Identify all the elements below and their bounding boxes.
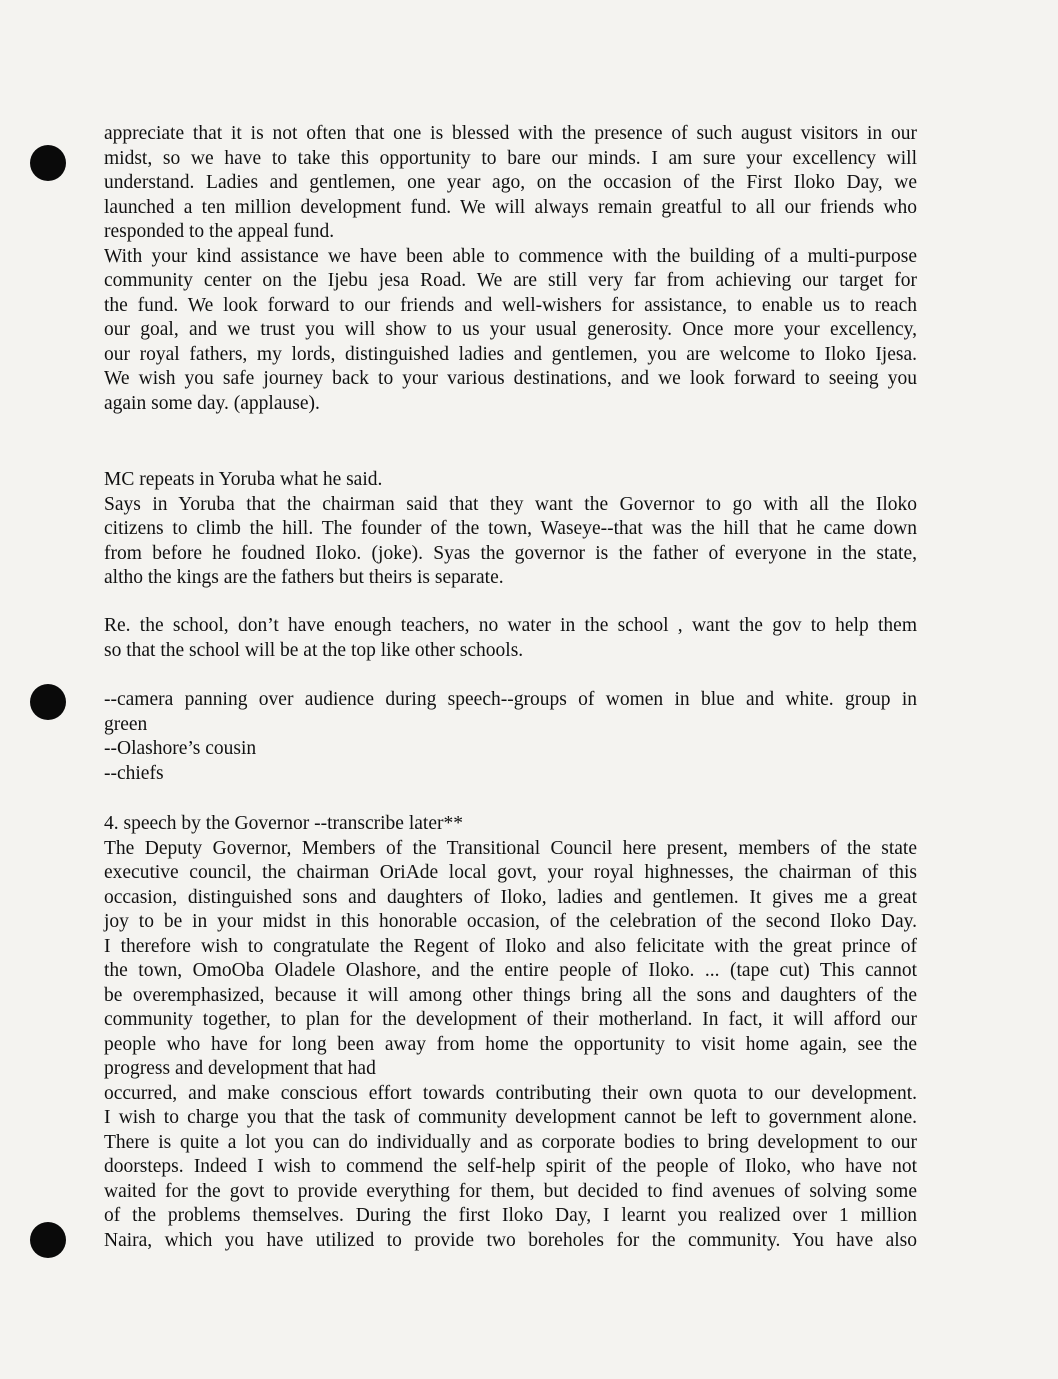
opening-address-paragraph [104, 122, 917, 416]
binder-hole-middle-icon [30, 684, 66, 720]
text-line: Says in Yoruba that the chairman said that they want the Governor to go with all the Iloko [104, 493, 917, 515]
text-line: altho the kings are the fathers but theirs is separate. [104, 567, 504, 588]
text-line: appreciate that it is not often that one is blessed with the presence of such august visitors in our [104, 123, 917, 144]
text-line: With your kind assistance we have been able to commence with the building of a multi-purpose [104, 245, 917, 267]
text-line: launched a ten million development fund. We will always remain greatful to all our friends who [104, 196, 917, 218]
text-line: from before he foudned Iloko. (joke). Syas the governor is the father of everyone in the state, [104, 542, 917, 564]
text-line: our goal, and we trust you will show to us your usual generosity. Once more your excellency, [104, 319, 917, 340]
text-line: I wish to charge you that the task of community development cannot be left to government alone. [104, 1107, 917, 1128]
text-line: of the problems themselves. During the first Iloko Day, I learnt you realized over 1 million [104, 1205, 917, 1226]
camera-notes-list [104, 688, 917, 786]
text-line: responded to the appeal fund. [104, 221, 335, 242]
text-line: The Deputy Governor, Members of the Transitional Council here present, members of the state [104, 837, 917, 859]
text-line: Re. the school, don’t have enough teachers, no water in the school , want the gov to help them [104, 615, 917, 636]
text-line: our royal fathers, my lords, distinguished ladies and gentlemen, you are welcome to Iloko Ijesa. [104, 343, 917, 365]
text-line: MC repeats in Yoruba what he said. [104, 469, 383, 490]
text-line: --chiefs [104, 762, 164, 784]
text-line: citizens to climb the hill. The founder of the town, Waseye--that was the hill that he came down [104, 518, 917, 539]
text-line: Naira, which you have utilized to provide two boreholes for the community. You have also [104, 1229, 917, 1251]
text-line: green [104, 713, 148, 735]
text-line: executive council, the chairman OriAde local govt, your royal highnesses, the chairman of this [104, 862, 917, 883]
governor-speech-paragraph [104, 812, 917, 1253]
text-line: people who have for long been away from home the opportunity to visit home again, see the [104, 1033, 917, 1055]
text-line: again some day. (applause). [104, 392, 320, 414]
text-line: so that the school will be at the top like other schools. [104, 639, 524, 661]
text-line: occurred, and make conscious effort towards contributing their own quota to our development. [104, 1082, 917, 1104]
text-line: the fund. We look forward to our friends and well-wishers for assistance, to enable us to reach [104, 294, 917, 316]
text-line: understand. Ladies and gentlemen, one year ago, on the occasion of the First Iloko Day, we [104, 172, 917, 193]
text-line: progress and development that had [104, 1058, 376, 1079]
text-line: waited for the govt to provide everything for them, but decided to find avenues of solving some [104, 1180, 917, 1202]
school-request-paragraph [104, 614, 917, 663]
binder-hole-top-icon [30, 145, 66, 181]
text-line: occasion, distinguished sons and daughters of Iloko, ladies and gentlemen. It gives me a great [104, 886, 917, 908]
text-line: the town, OmoOba Oladele Olashore, and the entire people of Iloko. ... (tape cut) This cannot [104, 960, 917, 981]
text-line: --camera panning over audience during speech--groups of women in blue and white. group in [104, 689, 917, 710]
text-line: community together, to plan for the development of their motherland. In fact, it will afford our [104, 1009, 917, 1030]
text-line: be overemphasized, because it will among other things bring all the sons and daughters of the [104, 984, 917, 1006]
speech-heading: 4. speech by the Governor --transcribe later** [104, 813, 463, 834]
mc-yoruba-paragraph [104, 468, 917, 591]
text-line: I therefore wish to congratulate the Regent of Iloko and also felicitate with the great prince of [104, 935, 917, 957]
text-line: We wish you safe journey back to your various destinations, and we look forward to seeing you [104, 368, 917, 389]
text-line: --Olashore’s cousin [104, 738, 257, 759]
text-line: There is quite a lot you can do individually and as corporate bodies to bring development to our [104, 1131, 917, 1153]
text-line: midst, so we have to take this opportunity to bare our minds. I am sure your excellency will [104, 147, 917, 169]
text-line: joy to be in your midst in this honorable occasion, of the celebration of the second Iloko Day. [104, 911, 917, 932]
text-line: community center on the Ijebu jesa Road. We are still very far from achieving our target for [104, 270, 917, 291]
binder-hole-bottom-icon [30, 1222, 66, 1258]
text-line: doorsteps. Indeed I wish to commend the self-help spirit of the people of Iloko, who have not [104, 1156, 917, 1177]
